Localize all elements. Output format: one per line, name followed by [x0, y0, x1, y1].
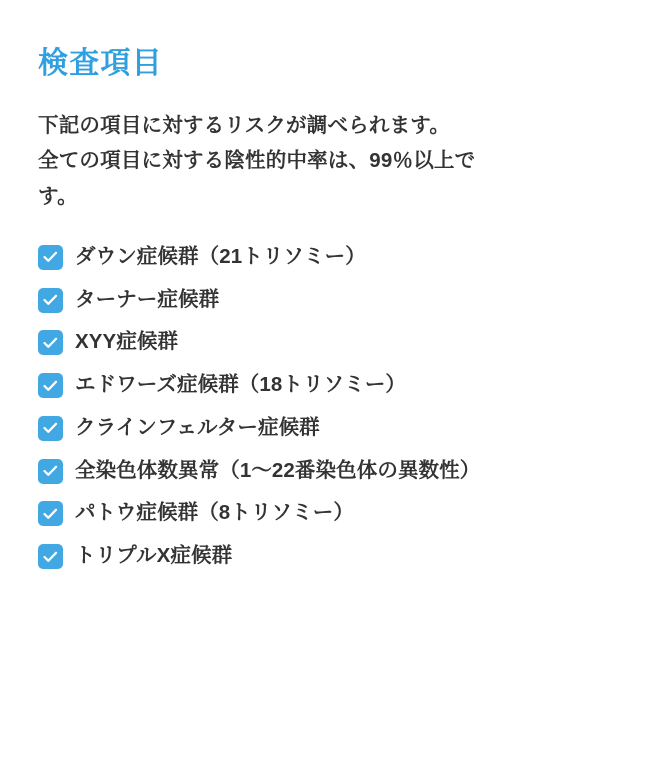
list-item	[38, 242, 632, 273]
check-icon	[38, 501, 63, 526]
check-icon	[38, 544, 63, 569]
test-items-list	[38, 242, 632, 572]
check-icon	[38, 459, 63, 484]
list-item	[38, 541, 632, 572]
list-item	[38, 327, 632, 358]
list-item	[38, 498, 632, 529]
list-item	[38, 285, 632, 316]
check-icon	[38, 245, 63, 270]
list-item-label: エドワーズ症候群（18トリソミー）	[75, 373, 407, 396]
list-item	[38, 370, 632, 401]
check-icon	[38, 330, 63, 355]
check-icon	[38, 373, 63, 398]
list-item-label: クラインフェルター症候群	[75, 415, 320, 439]
lead-line-3: す。	[38, 184, 78, 208]
list-item	[38, 456, 632, 487]
list-item-label: トリプルX症候群	[75, 544, 233, 567]
lead-line-1: 下記の項目に対するリスクが調べられます。	[38, 114, 451, 137]
lead-paragraph	[38, 108, 618, 214]
lead-line-2: 全ての項目に対する陰性的中率は、99％以上で	[38, 149, 476, 173]
page-title: 検査項目	[38, 47, 163, 80]
list-item-label: ダウン症候群（21トリソミー）	[75, 244, 366, 268]
list-item	[38, 413, 632, 444]
check-icon	[38, 288, 63, 313]
list-item-label: パトウ症候群（8トリソミー）	[75, 501, 354, 525]
check-icon	[38, 416, 63, 441]
list-item-label: ターナー症候群	[75, 287, 220, 311]
list-item-label: XYY症候群	[75, 330, 179, 354]
list-item-label: 全染色体数異常（1〜22番染色体の異数性）	[75, 458, 481, 482]
